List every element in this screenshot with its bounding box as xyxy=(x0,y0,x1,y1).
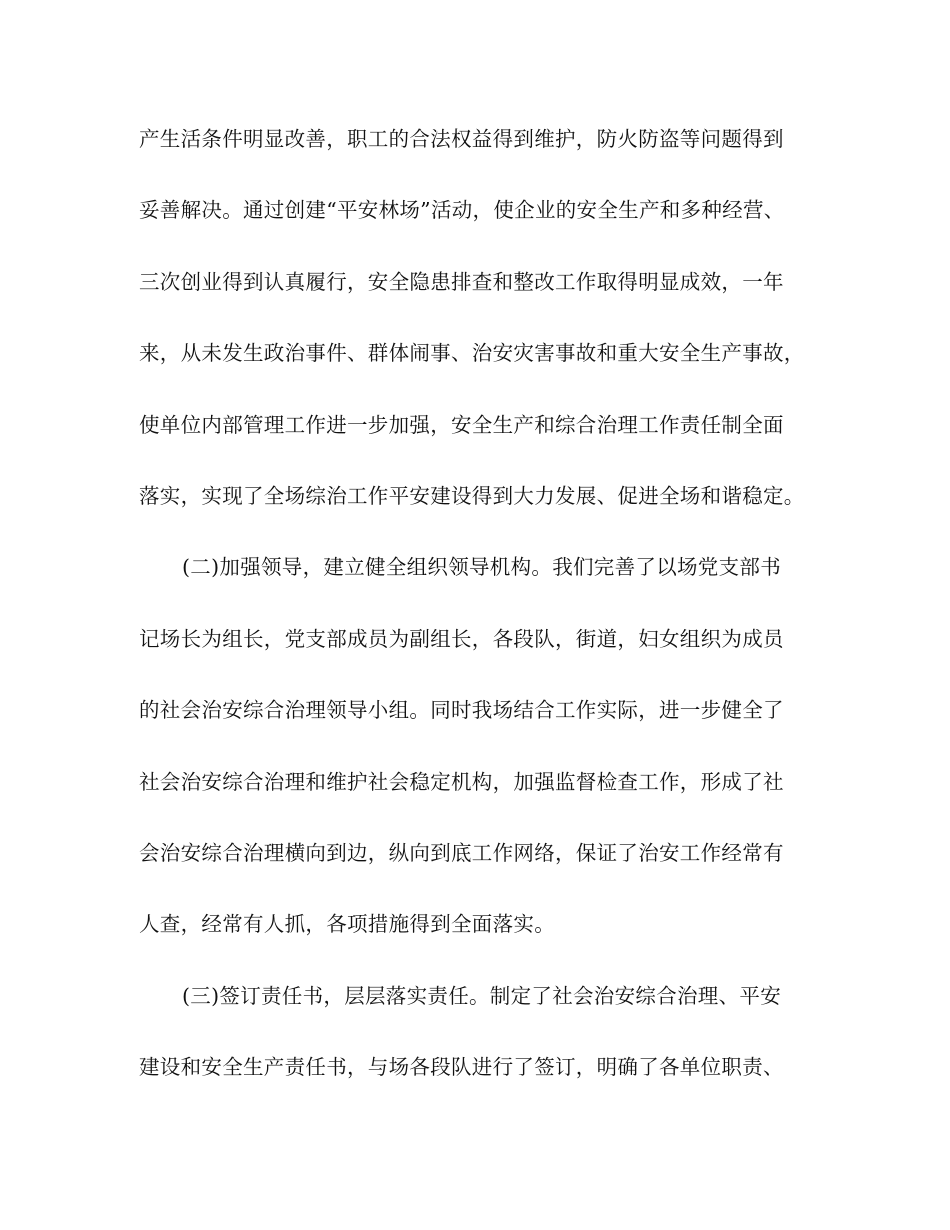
text-line: 社会治安综合治理和维护社会稳定机构，加强监督检查工作，形成了社 xyxy=(139,769,784,794)
text-line: 人查，经常有人抓，各项措施得到全面落实。 xyxy=(139,912,555,937)
section-heading-line: (三)签订责任书，层层落实责任。制定了社会治安综合治理、平安 xyxy=(182,983,781,1008)
text-line: 来，从未发生政治事件、群体闹事、治安灾害事故和重大安全生产事故， xyxy=(139,341,805,366)
text-line: 记场长为组长，党支部成员为副组长，各段队，街道，妇女组织为成员 xyxy=(139,626,784,651)
body-text xyxy=(139,127,829,1126)
text-line: 妥善解决。通过创建“平安林场”活动，使企业的安全生产和多种经营、 xyxy=(139,198,785,223)
text-line: 会治安综合治理横向到边，纵向到底工作网络，保证了治安工作经常有 xyxy=(139,840,784,865)
text-line: 的社会治安综合治理领导小组。同时我场结合工作实际，进一步健全了 xyxy=(139,698,784,723)
section-heading-line: (二)加强领导，建立健全组织领导机构。我们完善了以场党支部书 xyxy=(182,555,781,580)
text-line: 使单位内部管理工作进一步加强，安全生产和综合治理工作责任制全面 xyxy=(139,412,784,437)
text-line: 产生活条件明显改善，职工的合法权益得到维护，防火防盗等问题得到 xyxy=(139,127,784,151)
text-line: 落实，实现了全场综治工作平安建设得到大力发展、促进全场和谐稳定。 xyxy=(139,483,805,508)
text-line: 建设和安全生产责任书，与场各段队进行了签订，明确了各单位职责、 xyxy=(139,1055,784,1080)
text-line: 三次创业得到认真履行，安全隐患排查和整改工作取得明显成效，一年 xyxy=(139,269,784,294)
